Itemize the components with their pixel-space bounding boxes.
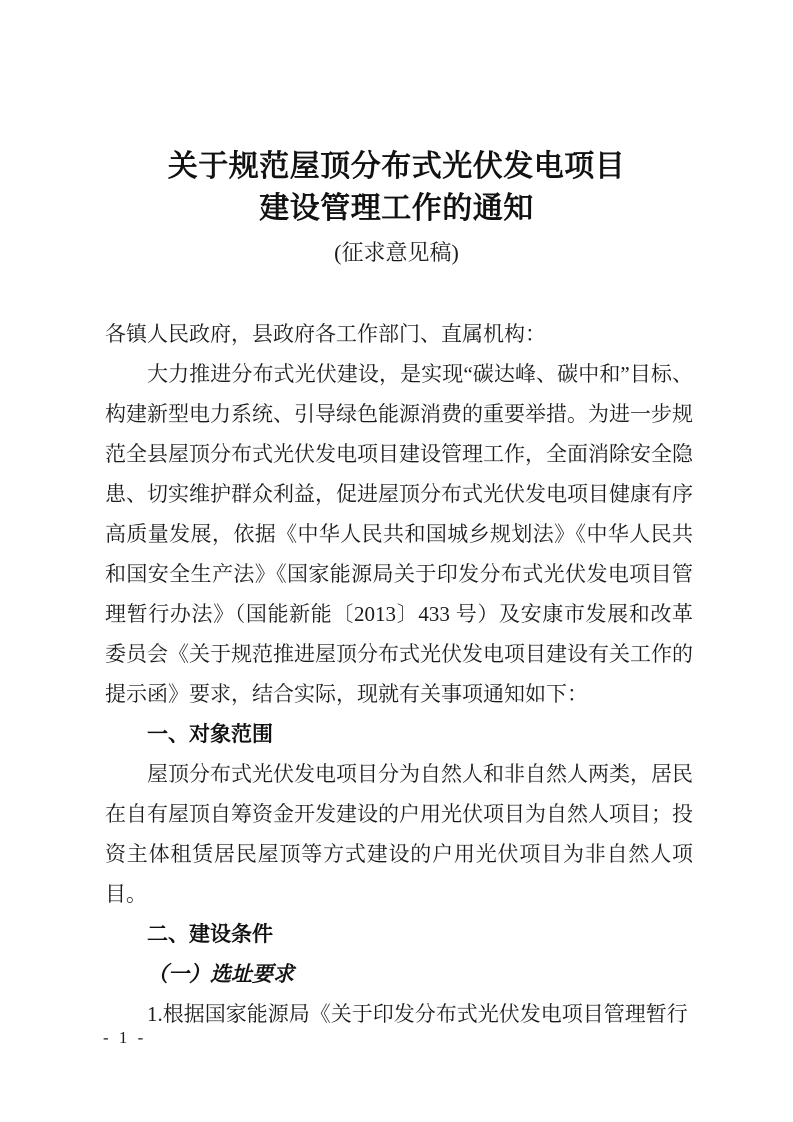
section-heading-scope: 一、对象范围: [147, 722, 273, 746]
title-line-1: 关于规范屋顶分布式光伏发电项目: [167, 149, 626, 184]
title-line-2: 建设管理工作的通知: [259, 191, 534, 226]
intro-paragraph: 大力推进分布式光伏建设，是实现“碳达峰、碳中和”目标、构建新型电力系统、引导绿色能源消费的重要举措。为进一步规范全县屋顶分布式光伏发电项目建设管理工作，全面消除安全隐患、切实维护群众利益，促进屋顶分布式光伏发电项目健康有序高质量发展，依据《中华人民共和国城乡规划法》《中华人民共和国安全生产法》《国家能源局关于印发分布式光伏发电项目管理暂行办法》（国能新能〔2013〕433 号）及安康市发展和改革委员会《关于规范推进屋顶分布式光伏发电项目建设有关工作的提示函》要求，结合实际，现就有关事项通知如下：: [105, 362, 693, 706]
scope-paragraph: 屋顶分布式光伏发电项目分为自然人和非自然人两类，居民在自有屋顶自筹资金开发建设的户用光伏项目为自然人项目；投资主体租赁居民屋顶等方式建设的户用光伏项目为非自然人项目。: [105, 762, 693, 906]
subsection-heading-siting: （一）选址要求: [147, 962, 294, 986]
section-heading-conditions: 二、建设条件: [147, 922, 273, 946]
page-number: - 1 -: [103, 1028, 147, 1047]
siting-paragraph: 1.根据国家能源局《关于印发分布式光伏发电项目管理暂行: [147, 1002, 688, 1026]
document-body: [105, 314, 693, 1034]
salutation-line: 各镇人民政府，县政府各工作部门、直属机构：: [105, 322, 546, 346]
document-title: [0, 146, 793, 230]
document-subtitle: (征求意见稿): [334, 240, 459, 265]
